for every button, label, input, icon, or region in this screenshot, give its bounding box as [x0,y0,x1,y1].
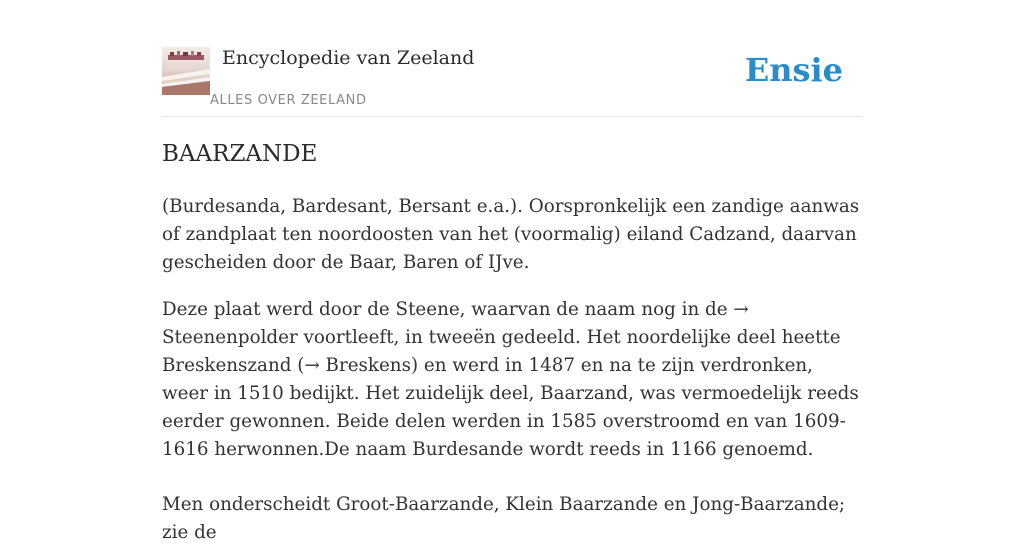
site-header [162,40,862,117]
paragraph-text: ) en werd in 1487 en na te zijn verdronken, weer in 1510 bedijkt. Het zuidelijk deel, Baarzand, was vermoedelijk reeds eerder gewonnen. Beide delen werden in 1585 overstroomd en van 1609-1616 herwonnen.De naam Burdesande wordt reeds in 1166 genoemd. [162,355,859,460]
paragraph-text: Deze plaat werd door de Steene, waarvan de naam nog in de [162,299,734,320]
article-title: BAARZANDE [162,141,318,167]
book-stack-icon [162,47,210,95]
article-paragraph-3: Men onderscheidt Groot-Baarzande, Klein Baarzande en Jong-Baarzande; zie de [162,494,846,543]
site-logo-avatar[interactable] [162,47,210,95]
article-paragraph-2 [162,296,862,464]
article-paragraph-1: (Burdesanda, Bardesant, Bersant e.a.). Oorspronkelijk een zandige aanwas of zandplaat ten noordoosten van het (voormalig) eiland Cadzand, daarvan gescheiden door de Baar, Baren of IJve. [162,196,860,273]
link-steenenpolder[interactable]: → Steenenpolder [162,299,749,348]
link-breskens[interactable]: → Breskens [304,355,411,376]
ensie-brand-logo[interactable]: Ensie [744,51,843,89]
article [162,138,862,547]
paragraph-text: voortleeft, in tweeën gedeeld. Het noordelijke deel heette Breskenszand ( [162,327,841,376]
site-subtitle: ALLES OVER ZEELAND [210,93,367,108]
site-title-link[interactable]: Encyclopedie van Zeeland [222,47,475,69]
